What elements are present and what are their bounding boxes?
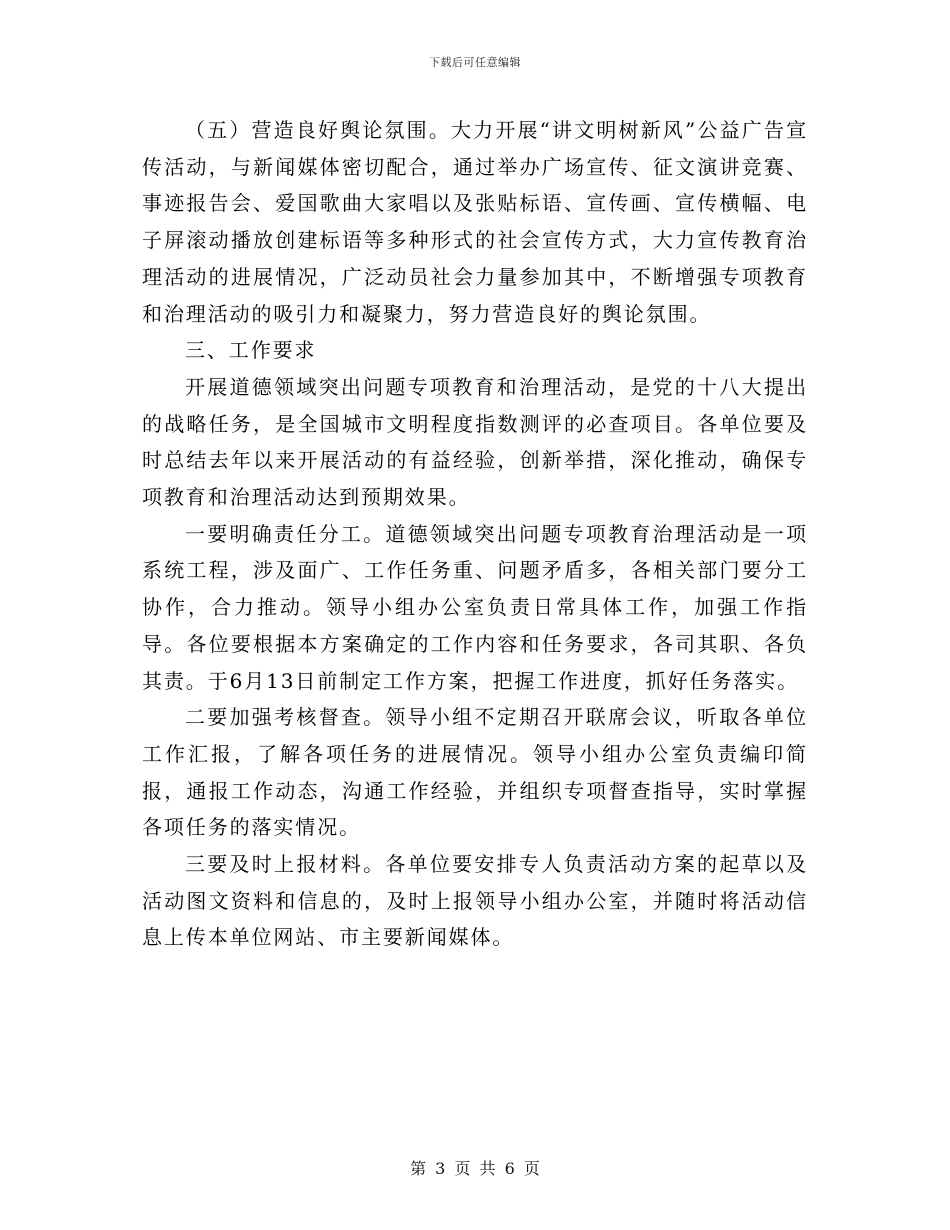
- paragraph-responsibility: 一要明确责任分工。道德领域突出问题专项教育治理活动是一项系统工程，涉及面广、工作任务重、问题矛盾多，各相关部门要分工协作，合力推动。领导小组办公室负责日常具体工作，加强工作指导。各位要根据本方案确定的工作内容和任务要求，各司其职、各负其责。于6月13日前制定工作方案，把握工作进度，抓好任务落实。: [142, 521, 808, 693]
- section-heading-work-requirements: 三、工作要求: [185, 338, 317, 363]
- paragraph-reporting: 三要及时上报材料。各单位要安排专人负责活动方案的起草以及活动图文资料和信息的，及时上报领导小组办公室，并随时将活动信息上传本单位网站、市主要新闻媒体。: [142, 852, 808, 950]
- paragraph-inspection: 二要加强考核督查。领导小组不定期召开联席会议，听取各单位工作汇报，了解各项任务的进展情况。领导小组办公室负责编印简报，通报工作动态，沟通工作经验，并组织专项督查指导，实时掌握各项任务的落实情况。: [142, 705, 808, 840]
- paragraph-public-opinion: （五）营造良好舆论氛围。大力开展“讲文明树新风”公益广告宣传活动，与新闻媒体密切配合，通过举办广场宣传、征文演讲竞赛、事迹报告会、爱国歌曲大家唱以及张贴标语、宣传画、宣传横幅、电子屏滚动播放创建标语等多种形式的社会宣传方式，大力宣传教育治理活动的进展情况，广泛动员社会力量参加其中，不断增强专项教育和治理活动的吸引力和凝聚力，努力营造良好的舆论氛围。: [142, 118, 808, 326]
- page-number: 第 3 页 共 6 页: [410, 1159, 540, 1178]
- header-note: 下载后可任意编辑: [429, 56, 521, 69]
- paragraph-intro-requirements: 开展道德领域突出问题专项教育和治理活动，是党的十八大提出的战略任务，是全国城市文明程度指数测评的必查项目。各单位要及时总结去年以来开展活动的有益经验，创新举措，深化推动，确保专项教育和治理活动达到预期效果。: [142, 374, 808, 510]
- document-body: [142, 112, 808, 956]
